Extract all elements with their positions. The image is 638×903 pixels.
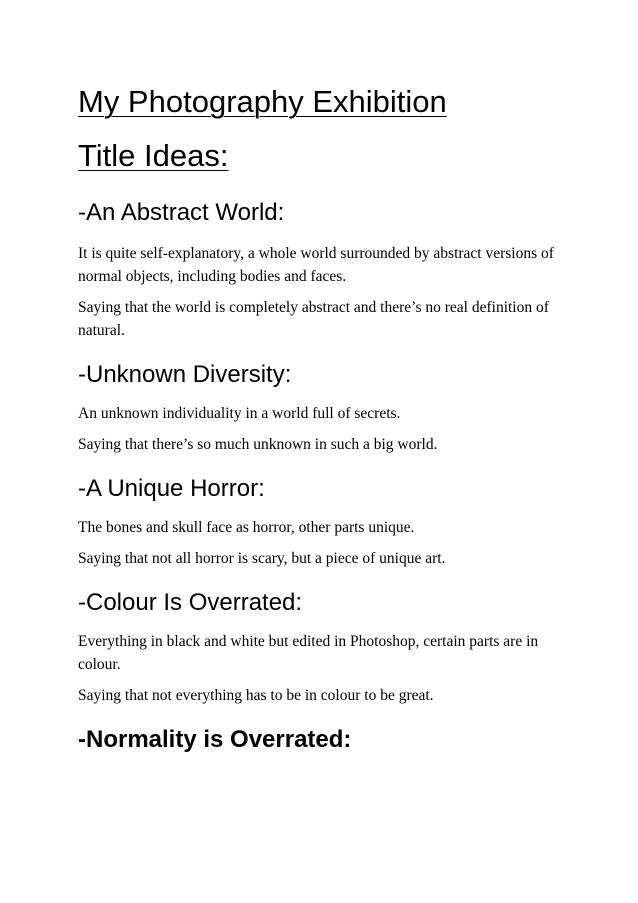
document-subtitle: Title Ideas: bbox=[78, 138, 229, 173]
section-heading-abstract-world: -An Abstract World: bbox=[78, 199, 285, 226]
section-heading-colour-overrated: -Colour Is Overrated: bbox=[78, 589, 303, 616]
section-heading-normality-overrated: -Normality is Overrated: bbox=[78, 726, 352, 753]
section-text-unknown-diversity-2: Saying that there’s so much unknown in such a big world. bbox=[78, 436, 438, 453]
document-page bbox=[78, 78, 578, 755]
section-text-unique-horror-2: Saying that not all horror is scary, but a piece of unique art. bbox=[78, 550, 446, 567]
section-text-abstract-world-2: Saying that the world is completely abstract and there’s no real definition of natural. bbox=[78, 299, 549, 339]
document-title: My Photography Exhibition bbox=[78, 84, 447, 119]
section-heading-unknown-diversity: -Unknown Diversity: bbox=[78, 361, 292, 388]
section-heading-unique-horror: -A Unique Horror: bbox=[78, 475, 265, 502]
section-text-unique-horror-1: The bones and skull face as horror, other parts unique. bbox=[78, 519, 415, 536]
section-text-abstract-world-1: It is quite self-explanatory, a whole world surrounded by abstract versions of normal objects, including bodies and faces. bbox=[78, 245, 554, 285]
section-text-colour-overrated-2: Saying that not everything has to be in colour to be great. bbox=[78, 687, 434, 704]
section-text-unknown-diversity-1: An unknown individuality in a world full of secrets. bbox=[78, 405, 401, 422]
section-text-colour-overrated-1: Everything in black and white but edited in Photoshop, certain parts are in colour. bbox=[78, 633, 539, 673]
